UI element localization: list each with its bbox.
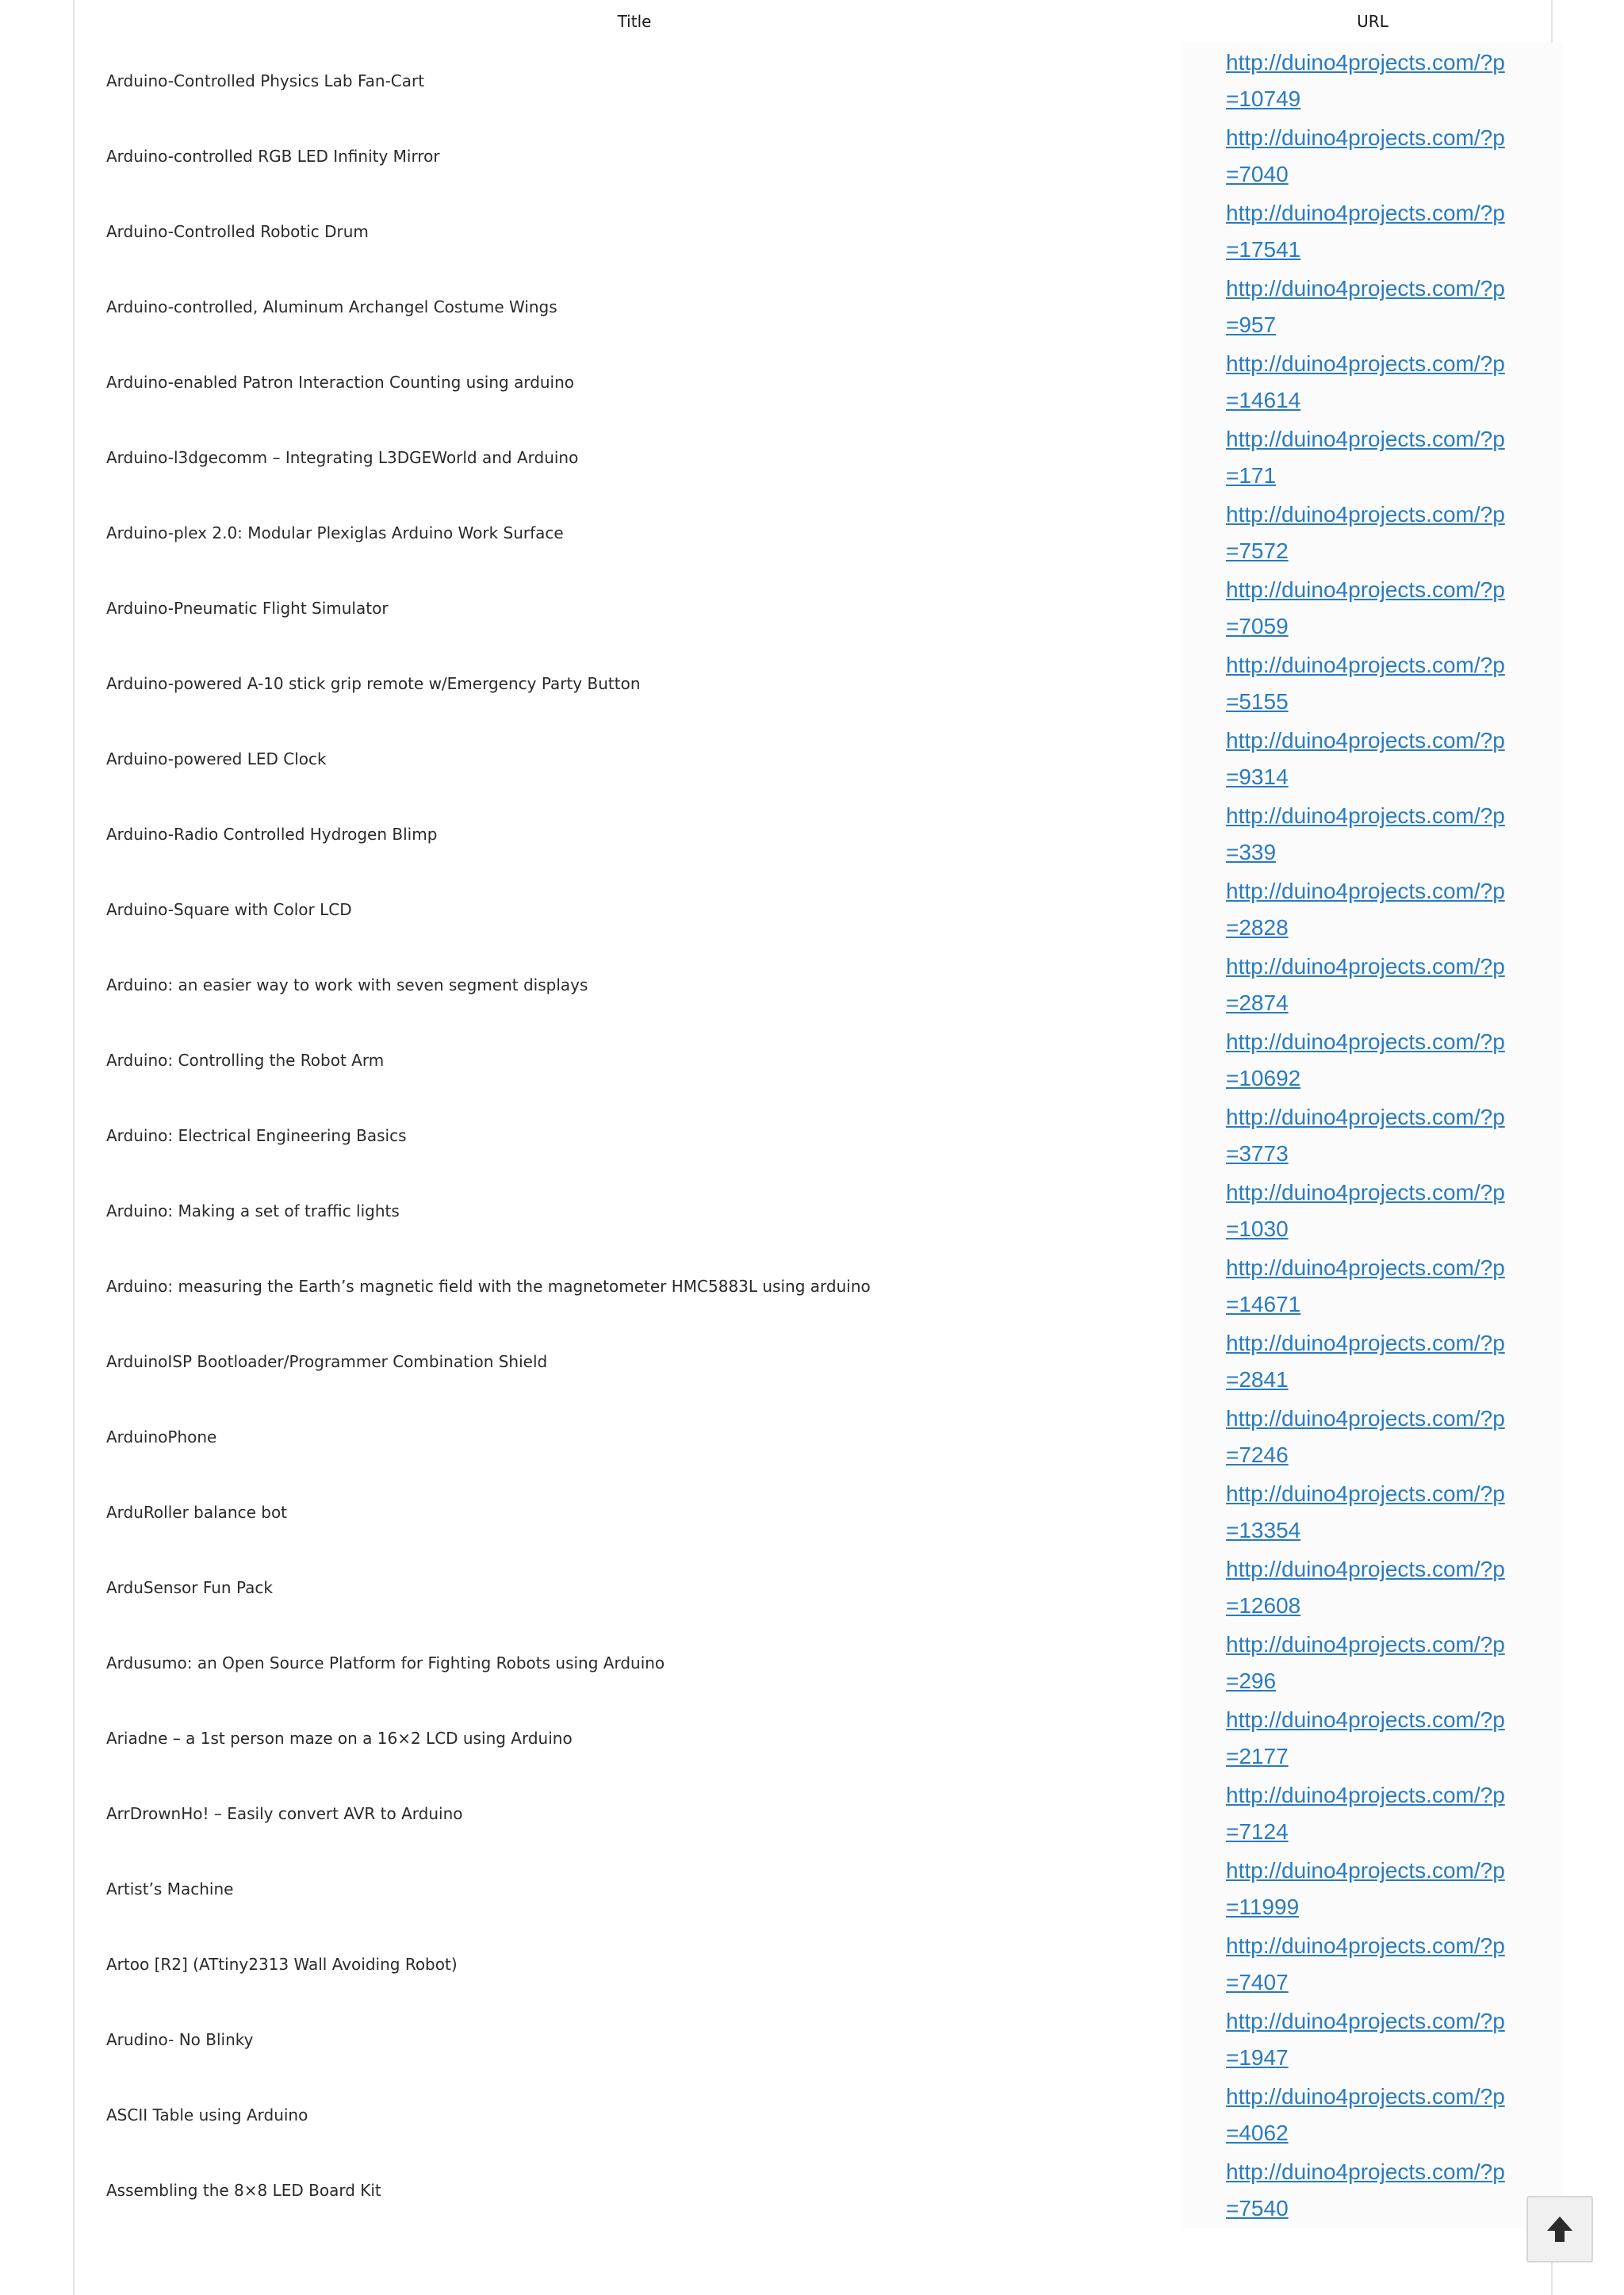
row-url-cell (1183, 1851, 1562, 1926)
row-url-line1: http://duino4projects.com/? (1226, 577, 1493, 602)
row-title: Arduino-Square with Color LCD (106, 899, 352, 919)
row-url-line1: http://duino4projects.com/? (1226, 125, 1493, 150)
row-title: Arduino-Controlled Physics Lab Fan-Cart (106, 71, 425, 90)
row-url-link[interactable] (1226, 270, 1511, 343)
row-url-link[interactable] (1226, 44, 1511, 117)
row-title: Arduino-powered A-10 stick grip remote w/Emergency Party Button (106, 673, 641, 693)
row-title: Ardusumo: an Open Source Platform for Fighting Robots using Arduino (106, 1653, 665, 1672)
row-url-cell (1183, 2152, 1562, 2228)
arrow-up-icon (1544, 2213, 1576, 2245)
row-url-line1: http://duino4projects.com/? (1226, 1556, 1493, 1581)
row-url-link[interactable] (1226, 120, 1511, 193)
table-row (86, 1474, 1562, 1550)
row-url-line2: p=957 (1226, 275, 1505, 337)
table-row (86, 118, 1562, 193)
row-url-link[interactable] (1226, 1626, 1511, 1699)
row-url-cell (1183, 1173, 1562, 1248)
table-row (86, 1776, 1562, 1851)
table-row (86, 193, 1562, 269)
row-url-line1: http://duino4projects.com/? (1226, 1707, 1493, 1732)
row-url-line2: p=339 (1226, 803, 1505, 864)
row-title: Arduino-l3dgecomm – Integrating L3DGEWorld and Arduino (106, 447, 579, 467)
row-title: ArduSensor Fun Pack (106, 1577, 273, 1597)
table-row (86, 2152, 1562, 2228)
row-url-cell (1183, 1550, 1562, 1625)
row-url-link[interactable] (1226, 722, 1511, 795)
row-url-link[interactable] (1226, 195, 1511, 268)
row-url-line1: http://duino4projects.com/? (1226, 1029, 1493, 1054)
row-title: Arduino-controlled RGB LED Infinity Mirror (106, 146, 440, 166)
row-url-cell (1183, 721, 1562, 796)
row-url-line2: p=7572 (1226, 501, 1505, 563)
row-url-cell (1183, 495, 1562, 570)
row-url-link[interactable] (1226, 496, 1511, 569)
row-url-line1: http://duino4projects.com/? (1226, 1782, 1493, 1807)
row-url-line2: p=17541 (1226, 200, 1505, 262)
row-title: Ariadne – a 1st person maze on a 16×2 LCD using Arduino (106, 1728, 573, 1748)
row-url-link[interactable] (1226, 1852, 1511, 1925)
row-url-cell (1183, 947, 1562, 1022)
row-url-link[interactable] (1226, 798, 1511, 871)
row-url-line1: http://duino4projects.com/? (1226, 878, 1493, 903)
row-title: ArduinoISP Bootloader/Programmer Combination Shield (106, 1351, 548, 1371)
row-url-line2: p=1947 (1226, 2008, 1505, 2070)
column-header-url: URL (1357, 12, 1388, 31)
table-row (86, 570, 1562, 646)
table-row (86, 1700, 1562, 1776)
row-url-cell (1183, 420, 1562, 495)
row-url-link[interactable] (1226, 2154, 1511, 2227)
row-url-line2: p=5155 (1226, 652, 1505, 714)
table-row (86, 721, 1562, 796)
table-header (86, 0, 1562, 43)
row-url-cell (1183, 1098, 1562, 1173)
table-row (86, 2002, 1562, 2077)
row-url-cell (1183, 269, 1562, 344)
row-title: Arudino- No Blinky (106, 2029, 254, 2049)
table-row (86, 1399, 1562, 1474)
row-url-line2: p=7540 (1226, 2159, 1505, 2220)
row-url-line2: p=2177 (1226, 1707, 1505, 1768)
row-title: Arduino: Controlling the Robot Arm (106, 1050, 385, 1070)
row-url-line1: http://duino4projects.com/? (1226, 2083, 1493, 2109)
row-url-cell (1183, 1324, 1562, 1399)
row-url-line2: p=10692 (1226, 1029, 1505, 1090)
row-url-link[interactable] (1226, 1325, 1511, 1398)
table-body (86, 43, 1562, 2228)
row-url-line2: p=7040 (1226, 125, 1505, 186)
row-url-link[interactable] (1226, 1476, 1511, 1549)
row-url-link[interactable] (1226, 1250, 1511, 1323)
row-url-link[interactable] (1226, 948, 1511, 1021)
row-url-line2: p=1030 (1226, 1179, 1505, 1241)
row-title: Arduino-Pneumatic Flight Simulator (106, 598, 389, 618)
row-url-line2: p=14614 (1226, 351, 1505, 412)
table-row (86, 43, 1562, 118)
row-title: Arduino: measuring the Earth’s magnetic field with the magnetometer HMC5883L using arduino (106, 1276, 871, 1296)
table-row (86, 269, 1562, 344)
row-url-cell (1183, 1926, 1562, 2002)
table-row (86, 947, 1562, 1022)
row-url-line1: http://duino4projects.com/? (1226, 652, 1493, 677)
table-row (86, 1173, 1562, 1248)
table-row (86, 796, 1562, 872)
row-url-link[interactable] (1226, 572, 1511, 645)
row-url-cell (1183, 872, 1562, 947)
row-url-line2: p=2874 (1226, 953, 1505, 1015)
column-header-title: Title (617, 12, 652, 31)
row-url-cell (1183, 796, 1562, 872)
row-title: ASCII Table using Arduino (106, 2105, 308, 2125)
table-row (86, 420, 1562, 495)
table-row (86, 2077, 1562, 2152)
row-url-cell (1183, 2002, 1562, 2077)
table-row (86, 1022, 1562, 1098)
posts-table (86, 0, 1562, 2228)
row-url-line1: http://duino4projects.com/? (1226, 1405, 1493, 1431)
row-url-line1: http://duino4projects.com/? (1226, 1857, 1493, 1883)
row-url-line1: http://duino4projects.com/? (1226, 2159, 1493, 2184)
table-row (86, 1324, 1562, 1399)
row-url-line2: p=296 (1226, 1631, 1505, 1693)
row-url-link[interactable] (1226, 2003, 1511, 2076)
row-title: Arduino-enabled Patron Interaction Counting using arduino (106, 372, 575, 392)
row-url-line1: http://duino4projects.com/? (1226, 1481, 1493, 1506)
row-url-link[interactable] (1226, 1174, 1511, 1247)
row-url-line1: http://duino4projects.com/? (1226, 727, 1493, 753)
row-url-line2: p=3773 (1226, 1104, 1505, 1166)
row-url-cell (1183, 646, 1562, 721)
row-url-line2: p=14671 (1226, 1255, 1505, 1316)
row-title: Artist’s Machine (106, 1879, 234, 1898)
row-url-line2: p=11999 (1226, 1857, 1505, 1919)
row-url-cell (1183, 43, 1562, 118)
row-title: ArrDrownHo! – Easily convert AVR to Arduino (106, 1803, 463, 1823)
row-url-line2: p=2841 (1226, 1330, 1505, 1392)
row-url-link[interactable] (1226, 421, 1511, 494)
scroll-to-top-button[interactable] (1526, 2196, 1593, 2262)
row-url-line2: p=7246 (1226, 1405, 1505, 1467)
row-title: Arduino-Radio Controlled Hydrogen Blimp (106, 824, 438, 844)
row-url-line1: http://duino4projects.com/? (1226, 1330, 1493, 1355)
row-url-line1: http://duino4projects.com/? (1226, 803, 1493, 828)
row-url-cell (1183, 193, 1562, 269)
row-url-cell (1183, 118, 1562, 193)
row-url-link[interactable] (1226, 873, 1511, 946)
row-url-cell (1183, 1625, 1562, 1700)
table-row (86, 1851, 1562, 1926)
row-url-link[interactable] (1226, 2079, 1511, 2151)
table-row (86, 344, 1562, 420)
row-url-line1: http://duino4projects.com/? (1226, 2008, 1493, 2033)
row-url-line2: p=7407 (1226, 1933, 1505, 1994)
row-url-link[interactable] (1226, 1400, 1511, 1473)
row-url-link[interactable] (1226, 1099, 1511, 1172)
row-url-line2: p=7059 (1226, 577, 1505, 638)
row-title: Artoo [R2] (ATtiny2313 Wall Avoiding Robot) (106, 1954, 458, 1974)
row-url-cell (1183, 1399, 1562, 1474)
table-row (86, 1248, 1562, 1324)
row-title: Assembling the 8×8 LED Board Kit (106, 2180, 381, 2200)
row-url-link[interactable] (1226, 647, 1511, 720)
row-url-line1: http://duino4projects.com/? (1226, 275, 1493, 301)
row-url-cell (1183, 570, 1562, 646)
row-url-line1: http://duino4projects.com/? (1226, 1179, 1493, 1205)
row-title: Arduino-Controlled Robotic Drum (106, 221, 369, 241)
table-row (86, 1926, 1562, 2002)
table-row (86, 1550, 1562, 1625)
row-title: ArduRoller balance bot (106, 1502, 288, 1522)
row-url-link[interactable] (1226, 1024, 1511, 1097)
row-title: Arduino: an easier way to work with seven segment displays (106, 975, 588, 994)
row-url-link[interactable] (1226, 1928, 1511, 2001)
row-url-line1: http://duino4projects.com/? (1226, 1631, 1493, 1657)
row-url-cell (1183, 1022, 1562, 1098)
row-url-line1: http://duino4projects.com/? (1226, 1255, 1493, 1280)
row-title: Arduino-powered LED Clock (106, 749, 327, 768)
row-url-line1: http://duino4projects.com/? (1226, 426, 1493, 451)
row-url-link[interactable] (1226, 1702, 1511, 1775)
row-url-line2: p=171 (1226, 426, 1505, 488)
content-frame (73, 0, 1553, 2295)
table-row (86, 646, 1562, 721)
row-title: ArduinoPhone (106, 1427, 217, 1446)
row-url-line1: http://duino4projects.com/? (1226, 501, 1493, 527)
row-title: Arduino: Making a set of traffic lights (106, 1201, 400, 1220)
row-url-cell (1183, 1700, 1562, 1776)
table-row (86, 1098, 1562, 1173)
row-url-line1: http://duino4projects.com/? (1226, 953, 1493, 979)
table-row (86, 872, 1562, 947)
row-url-line2: p=13354 (1226, 1481, 1505, 1542)
row-url-line2: p=4062 (1226, 2083, 1505, 2145)
table-row (86, 1625, 1562, 1700)
row-url-line2: p=10749 (1226, 49, 1505, 111)
row-title: Arduino-plex 2.0: Modular Plexiglas Arduino Work Surface (106, 523, 564, 542)
row-url-line2: p=7124 (1226, 1782, 1505, 1844)
row-url-cell (1183, 1248, 1562, 1324)
row-url-line1: http://duino4projects.com/? (1226, 1933, 1493, 1958)
row-url-link[interactable] (1226, 1551, 1511, 1624)
row-url-line1: http://duino4projects.com/? (1226, 200, 1493, 225)
row-url-line2: p=12608 (1226, 1556, 1505, 1618)
row-url-cell (1183, 2077, 1562, 2152)
row-url-cell (1183, 1474, 1562, 1550)
row-url-link[interactable] (1226, 1777, 1511, 1850)
row-title: Arduino: Electrical Engineering Basics (106, 1125, 407, 1145)
row-url-line1: http://duino4projects.com/? (1226, 49, 1493, 75)
row-url-link[interactable] (1226, 346, 1511, 419)
row-url-line2: p=2828 (1226, 878, 1505, 940)
row-url-line1: http://duino4projects.com/? (1226, 351, 1493, 376)
row-url-line2: p=9314 (1226, 727, 1505, 789)
row-url-cell (1183, 344, 1562, 420)
row-url-line1: http://duino4projects.com/? (1226, 1104, 1493, 1129)
row-title: Arduino-controlled, Aluminum Archangel Costume Wings (106, 297, 557, 316)
row-url-cell (1183, 1776, 1562, 1851)
table-row (86, 495, 1562, 570)
